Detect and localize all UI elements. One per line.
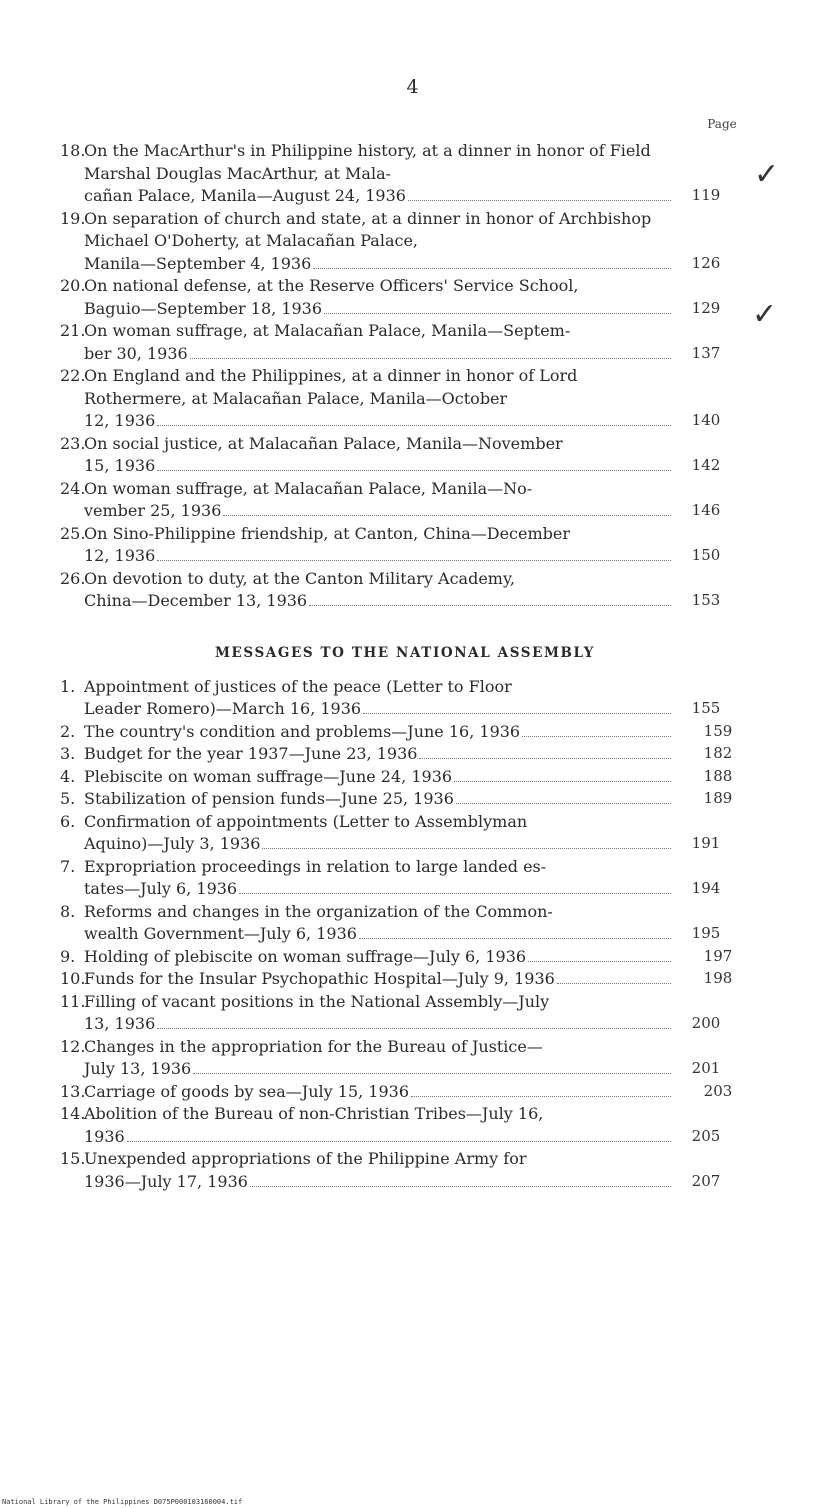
dot-leader [193, 1073, 671, 1074]
toc-entry [60, 968, 750, 991]
dot-leader [557, 983, 671, 984]
entry-page-number: 197 [703, 946, 733, 965]
dot-leader [454, 781, 671, 782]
entry-number: 26. [60, 568, 86, 588]
entry-text: On national defense, at the Reserve Officers' Service School, [84, 276, 579, 295]
entry-page-number: 153 [691, 591, 721, 609]
entry-number: 1. [60, 676, 76, 696]
entry-number: 2. [60, 721, 76, 741]
entry-page-number: 126 [691, 253, 721, 272]
entry-number: 18. [60, 141, 86, 160]
entry-page-number: 189 [703, 789, 733, 807]
toc-entry [60, 208, 750, 276]
entry-last-line [84, 455, 675, 478]
entry-page-number: 191 [691, 834, 721, 852]
toc-entry [60, 365, 750, 433]
entry-last-line [84, 1058, 675, 1081]
entry-text: ber 30, 1936 [84, 343, 188, 363]
entry-last-line [84, 923, 675, 946]
toc-entry [60, 478, 750, 523]
entry-number: 10. [60, 969, 86, 988]
entry-text: Manila—September 4, 1936 [84, 253, 312, 273]
entry-page-number: 198 [703, 969, 733, 987]
handwritten-checkmark-2: ✓ [752, 297, 778, 332]
toc-entry [60, 721, 750, 744]
entry-page-number: 195 [691, 924, 721, 942]
dot-leader [408, 200, 671, 201]
dot-leader [411, 1096, 671, 1097]
dot-leader [262, 848, 671, 849]
entry-text: Unexpended appropriations of the Philippine Army for [84, 1149, 527, 1168]
entry-last-line [84, 185, 675, 208]
dot-leader [239, 893, 671, 894]
entry-text: 12, 1936 [84, 546, 156, 565]
entry-number: 5. [60, 789, 76, 808]
entry-text: Confirmation of appointments (Letter to Assemblyman [84, 811, 528, 831]
entry-number: 19. [60, 208, 86, 228]
entry-text: Carriage of goods by sea—July 15, 1936 [84, 1081, 410, 1101]
dot-leader [127, 1141, 671, 1142]
dot-leader [157, 425, 671, 426]
entry-page-number: 146 [691, 501, 721, 519]
entry-last-line [84, 788, 675, 811]
toc-entry [60, 275, 750, 320]
toc-entry [60, 991, 750, 1036]
entry-text: 15, 1936 [84, 456, 156, 475]
toc-entry [60, 433, 750, 478]
entry-number: 8. [60, 901, 76, 921]
entry-last-line [84, 298, 675, 321]
entry-last-line [84, 500, 675, 523]
entry-page-number: 129 [691, 298, 721, 317]
entry-page-number: 142 [691, 456, 721, 474]
dot-leader [528, 961, 671, 962]
entry-last-line [84, 721, 675, 744]
toc-entry [60, 676, 750, 721]
entry-text: Filling of vacant positions in the National Assembly—July [84, 991, 550, 1011]
entry-page-number: 140 [691, 411, 721, 429]
entry-number: 11. [60, 991, 86, 1011]
entry-page-number: 119 [691, 186, 721, 204]
entry-last-line [84, 343, 675, 366]
entry-number: 9. [60, 946, 76, 966]
entry-page-number: 194 [691, 879, 721, 897]
table-of-contents [60, 140, 750, 1193]
entry-last-line [84, 590, 675, 613]
entry-page-number: 207 [691, 1171, 721, 1190]
entry-last-line [84, 878, 675, 901]
handwritten-checkmark-1: ✓ [754, 157, 780, 192]
entry-number: 25. [60, 523, 86, 543]
speeches-list [60, 140, 750, 613]
entry-last-line [84, 1171, 675, 1194]
dot-leader [324, 313, 671, 314]
entry-page-number: 137 [691, 343, 721, 362]
entry-page-number: 201 [691, 1059, 721, 1077]
entry-last-line [84, 410, 675, 433]
dot-leader [157, 470, 671, 471]
entry-last-line [84, 253, 675, 276]
entry-number: 24. [60, 478, 86, 498]
entry-last-line [84, 743, 675, 766]
section-heading-messages: MESSAGES TO THE NATIONAL ASSEMBLY [214, 644, 596, 661]
entry-number: 3. [60, 744, 76, 763]
toc-entry [60, 766, 750, 789]
entry-number: 13. [60, 1081, 86, 1101]
toc-entry [60, 901, 750, 946]
entry-text: On the MacArthur's in Philippine history, at a dinner in honor of Field Marshal Douglas MacArthur, at Mala- [84, 141, 651, 183]
entry-last-line [84, 968, 675, 991]
entry-text: Holding of plebiscite on woman suffrage—July 6, 1936 [84, 946, 527, 966]
dot-leader [363, 713, 671, 714]
entry-text: wealth Government—July 6, 1936 [84, 924, 357, 943]
page-number: 4 [406, 76, 419, 98]
entry-text: On woman suffrage, at Malacañan Palace, Manila—No- [84, 478, 533, 498]
entry-text: On woman suffrage, at Malacañan Palace, Manila—Septem- [84, 321, 571, 340]
entry-text: On devotion to duty, at the Canton Military Academy, [84, 568, 515, 588]
messages-list [60, 676, 750, 1194]
entry-last-line [84, 1126, 675, 1149]
entry-text: cañan Palace, Manila—August 24, 1936 [84, 186, 406, 205]
dot-leader [456, 803, 671, 804]
toc-entry [60, 140, 750, 208]
entry-number: 7. [60, 856, 76, 876]
entry-text: Funds for the Insular Psychopathic Hospital—July 9, 1936 [84, 969, 555, 988]
entry-text: tates—July 6, 1936 [84, 879, 238, 898]
toc-entry [60, 568, 750, 613]
toc-entry [60, 856, 750, 901]
entry-text: vember 25, 1936 [84, 501, 222, 520]
entry-number: 20. [60, 276, 86, 295]
entry-last-line [84, 946, 675, 969]
dot-leader [419, 758, 671, 759]
entry-text: China—December 13, 1936 [84, 591, 308, 610]
entry-text: Plebiscite on woman suffrage—June 24, 1936 [84, 766, 453, 786]
entry-text: Aquino)—July 3, 1936 [84, 834, 261, 853]
dot-leader [190, 358, 671, 359]
entry-page-number: 205 [691, 1126, 721, 1145]
entry-number: 23. [60, 433, 86, 453]
entry-text: 12, 1936 [84, 411, 156, 430]
entry-text: Leader Romero)—March 16, 1936 [84, 699, 362, 718]
entry-last-line [84, 766, 675, 789]
entry-text: Appointment of justices of the peace (Letter to Floor [84, 676, 512, 696]
entry-text: Changes in the appropriation for the Bureau of Justice— [84, 1036, 543, 1056]
toc-entry [60, 788, 750, 811]
dot-leader [359, 938, 671, 939]
entry-number: 14. [60, 1104, 86, 1123]
entry-text: Expropriation proceedings in relation to large landed es- [84, 856, 547, 876]
toc-entry [60, 811, 750, 856]
entry-number: 15. [60, 1149, 86, 1168]
entry-number: 22. [60, 366, 86, 385]
entry-page-number: 159 [703, 721, 733, 740]
entry-text: On separation of church and state, at a dinner in honor of Archbishop Michael O'Doherty, at Malacañan Palace, [84, 208, 652, 250]
entry-text: On England and the Philippines, at a dinner in honor of Lord Rothermere, at Malacañan Palace, Manila—October [84, 366, 578, 408]
toc-entry [60, 523, 750, 568]
entry-page-number: 155 [691, 699, 721, 717]
entry-last-line [84, 545, 675, 568]
entry-number: 6. [60, 811, 76, 831]
entry-text: Abolition of the Bureau of non-Christian Tribes—July 16, [84, 1104, 544, 1123]
entry-text: July 13, 1936 [84, 1059, 192, 1078]
entry-page-number: 182 [703, 744, 733, 762]
entry-text: On Sino-Philippine friendship, at Canton, China—December [84, 523, 571, 543]
toc-entry [60, 1103, 750, 1148]
entry-text: The country's condition and problems—June 16, 1936 [84, 721, 521, 741]
entry-text: Stabilization of pension funds—June 25, 1936 [84, 789, 454, 808]
entry-page-number: 150 [691, 546, 721, 564]
toc-entry [60, 946, 750, 969]
entry-text: 1936 [84, 1126, 125, 1146]
toc-entry [60, 1081, 750, 1104]
entry-text: Baguio—September 18, 1936 [84, 298, 323, 318]
entry-page-number: 200 [691, 1014, 721, 1032]
entry-text: Reforms and changes in the organization of the Common- [84, 901, 553, 921]
toc-entry [60, 743, 750, 766]
dot-leader [157, 560, 671, 561]
dot-leader [309, 605, 671, 606]
entry-text: Budget for the year 1937—June 23, 1936 [84, 744, 418, 763]
toc-entry [60, 1036, 750, 1081]
toc-entry [60, 1148, 750, 1193]
entry-text: 1936—July 17, 1936 [84, 1171, 248, 1191]
dot-leader [313, 268, 671, 269]
page-column-header: Page [707, 117, 737, 131]
entry-last-line [84, 833, 675, 856]
entry-page-number: 203 [703, 1081, 733, 1100]
dot-leader [223, 515, 671, 516]
entry-last-line [84, 1081, 675, 1104]
archive-footer-stamp: National Library of the Philippines D075P000103160004.tif [2, 1498, 243, 1506]
entry-text: On social justice, at Malacañan Palace, Manila—November [84, 433, 563, 453]
dot-leader [522, 736, 671, 737]
entry-last-line [84, 698, 675, 721]
entry-page-number: 188 [703, 766, 733, 785]
entry-number: 12. [60, 1036, 86, 1056]
entry-last-line [84, 1013, 675, 1036]
entry-text: 13, 1936 [84, 1014, 156, 1033]
dot-leader [157, 1028, 671, 1029]
toc-entry [60, 320, 750, 365]
dot-leader [250, 1186, 671, 1187]
entry-number: 4. [60, 766, 76, 786]
entry-number: 21. [60, 321, 86, 340]
